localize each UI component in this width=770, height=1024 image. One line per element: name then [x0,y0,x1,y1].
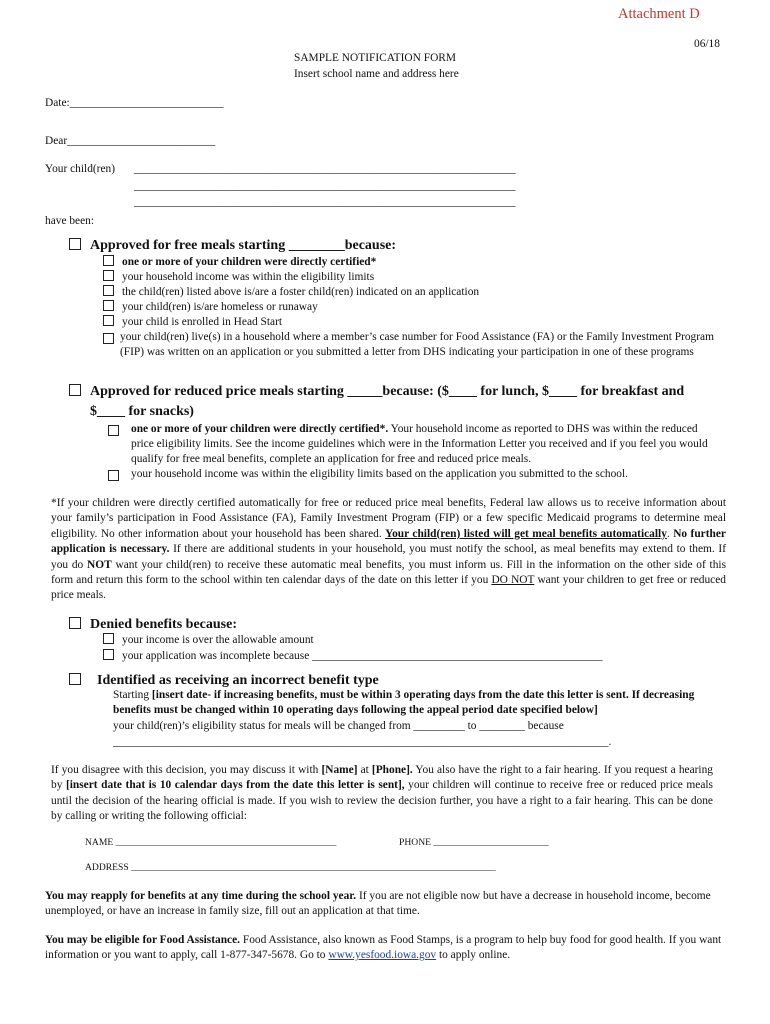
children-label: Your child(ren) [45,163,116,175]
incorrect-benefit-checkbox[interactable] [69,673,81,685]
reapply-paragraph: You may reapply for benefits at any time during the school year. If you are not eligible now but have a decrease in household income, become unemployed, or have an increase in family size, fill out an application at that time. [45,890,711,918]
incorrect-benefit-starting: Starting [insert date- if increasing benefits, must be within 3 operating days from the date this letter is sent. If decreasing benefits must be changed within 10 operating days following the appeal period date specified below] [113,689,695,717]
reduced-meals-checkbox[interactable] [69,384,81,396]
official-phone-line: PHONE ________________________ [399,837,549,848]
incorrect-benefit-because-line: _______________________________________________________________________________________. [113,736,612,748]
form-subtitle: Insert school name and address here [294,68,459,80]
incorrect-benefit-heading: Identified as receiving an incorrect benefit type [69,672,379,690]
denied-heading: Denied benefits because: [69,616,237,634]
children-line-3: ___________________________________________________________________ [134,196,516,208]
free-reason-1: one or more of your children were directly certified* [103,255,376,270]
checkbox[interactable] [103,649,114,660]
incorrect-benefit-change-line: your child(ren)’s eligibility status for meals will be changed from _________ to ________ because [113,720,564,732]
free-reason-2: your household income was within the eligibility limits [103,270,374,285]
free-meals-checkbox[interactable] [69,238,81,250]
reduced-meals-heading-cont: $____ for snacks) [90,404,194,419]
children-line-2: ___________________________________________________________________ [134,180,516,192]
attachment-label: Attachment D [618,6,700,22]
checkbox[interactable] [103,255,114,266]
denied-reason-2: your application was incomplete because ___________________________________________________ [103,649,603,664]
reduced-reason-2: your household income was within the eligibility limits based on the application you submitted to the school. [131,468,629,480]
checkbox[interactable] [103,300,114,311]
reduced-reason-1: one or more of your children were directly certified*. Your household income as reported to DHS was within the reduced price eligibility limits. See the income guidelines which were in the Information Letter you received and if you feel you would qualify for free meal benefits, complete an application for free and reduced price meals. [131,423,708,465]
checkbox[interactable] [103,270,114,281]
checkbox[interactable] [103,315,114,326]
free-reason-5: your child is enrolled in Head Start [103,315,282,330]
food-assistance-paragraph: You may be eligible for Food Assistance. Food Assistance, also known as Food Stamps, is a program to help buy food for good health. If you want information or you want to apply, call 1-877-347-5678. Go to www.yesfood.iowa.gov to apply online. [45,934,722,962]
checkbox[interactable] [103,333,114,344]
official-name-line: NAME ______________________________________________ [85,837,337,848]
free-reason-4: your child(ren) is/are homeless or runaway [103,300,318,315]
direct-certification-footnote: *If your children were directly certified automatically for free or reduced price meal benefits, Federal law allows us to receive information about your family’s participation in Food Assistance (FA), Family Investment Program (FIP) or a few specific Medicaid programs to determine meal eligibility. No other information about your household has been shared. Your child(ren) listed will get meal benefits automatically. No further application is necessary. If there are additional students in your household, you must notify the school, as meal benefits may extend to them. If you do NOT want your child(ren) to receive these automatic meal benefits, you must inform us. Fill in the information on the other side of this form and return this form to the school within ten calendar days of the date on this letter if you DO NOT want your children to get free or reduced price meals. [51,497,727,602]
yesfood-link[interactable]: www.yesfood.iowa.gov [328,949,437,962]
checkbox[interactable] [103,285,114,296]
denied-checkbox[interactable] [69,617,81,629]
free-reason-6: your child(ren) live(s) in a household where a member’s case number for Food Assistance (FA) or the Family Investment Program (FIP) was written on an application or you submitted a letter from DHS indicating your participation in one of these programs [120,331,714,358]
checkbox[interactable] [108,425,119,436]
children-line-1: ___________________________________________________________________ [134,163,516,175]
have-been-label: have been: [45,215,95,227]
free-reason-3: the child(ren) listed above is/are a foster child(ren) indicated on an application [103,285,479,300]
checkbox[interactable] [103,633,114,644]
reduced-meals-heading: Approved for reduced price meals starting _____because: ($____ for lunch, $____ for breakfast and [69,383,684,401]
checkbox[interactable] [108,470,119,481]
official-address-line: ADDRESS ____________________________________________________________________________ [85,862,496,873]
free-meals-heading: Approved for free meals starting ________because: [69,237,396,255]
dear-line: Dear__________________________ [45,135,216,147]
denied-reason-1: your income is over the allowable amount [103,633,314,648]
form-title: SAMPLE NOTIFICATION FORM [294,52,457,64]
revision-date: 06/18 [694,38,720,50]
fair-hearing-paragraph: If you disagree with this decision, you may discuss it with [Name] at [Phone]. You also have the right to a fair hearing. If you request a hearing by [insert date that is 10 calendar days from the date this letter is sent], your children will continue to receive free or reduced price meals until the decision of the hearing official is made. If you wish to review the decision further, you have a right to a fair hearing. This can be done by calling or writing the following official: [51,764,713,823]
date-line: Date:___________________________ [45,97,224,109]
